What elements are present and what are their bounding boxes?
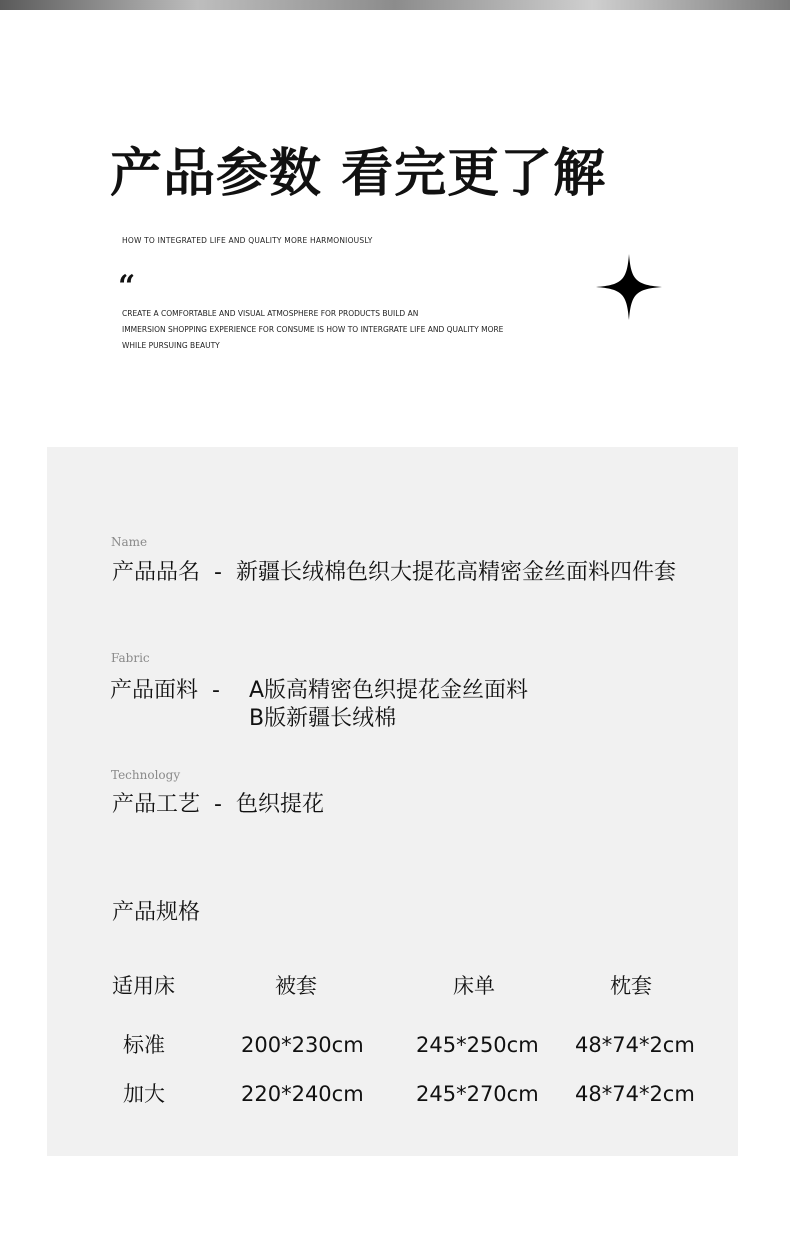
field-fabric-row xyxy=(110,677,234,705)
field-technology-en: Technology xyxy=(111,768,181,782)
tagline: HOW TO INTEGRATED LIFE AND QUALITY MORE HARMONIOUSLY xyxy=(122,236,373,245)
spec-row-large-size: 加大 xyxy=(123,1082,165,1106)
spec-row-standard-duvet: 200*230cm xyxy=(241,1033,364,1057)
spec-title: 产品规格 xyxy=(112,900,201,925)
four-point-star-icon xyxy=(596,254,662,320)
spec-header-bed: 适用床 xyxy=(112,974,175,998)
field-technology-label: 产品工艺 xyxy=(112,792,201,817)
spec-header-sheet: 床单 xyxy=(453,974,495,998)
field-fabric-value-b: B版新疆长绒棉 xyxy=(249,706,397,731)
spec-header-duvet: 被套 xyxy=(275,974,317,998)
quote-mark-icon: “ xyxy=(118,269,136,304)
field-name-label: 产品品名 xyxy=(112,560,201,585)
spec-row-standard-pillowcase: 48*74*2cm xyxy=(575,1033,695,1057)
field-fabric-separator: - xyxy=(212,678,220,703)
page-title: 产品参数 看完更了解 xyxy=(110,144,607,204)
quote-line: CREATE A COMFORTABLE AND VISUAL ATMOSPHERE FOR PRODUCTS BUILD AN xyxy=(122,309,419,318)
spec-header-pillowcase: 枕套 xyxy=(610,974,652,998)
field-technology-value: 色织提花 xyxy=(235,792,324,817)
spec-row-standard-size: 标准 xyxy=(123,1033,165,1057)
field-fabric-label: 产品面料 xyxy=(110,678,199,703)
field-name-row xyxy=(112,559,676,587)
field-technology-separator: - xyxy=(214,792,222,817)
spec-row-large-duvet: 220*240cm xyxy=(241,1082,364,1106)
spec-row-large-pillowcase: 48*74*2cm xyxy=(575,1082,695,1106)
field-technology-row xyxy=(112,791,324,819)
field-fabric-value-a: A版高精密色织提花金丝面料 xyxy=(249,678,529,703)
quote-line: WHILE PURSUING BEAUTY xyxy=(122,341,220,350)
field-name-value: 新疆长绒棉色织大提花高精密金丝面料四件套 xyxy=(235,560,676,585)
quote-line: IMMERSION SHOPPING EXPERIENCE FOR CONSUME IS HOW TO INTERGRATE LIFE AND QUALITY MORE xyxy=(122,325,504,334)
quote-body xyxy=(122,306,503,354)
field-name-separator: - xyxy=(214,560,222,585)
top-texture-strip xyxy=(0,0,790,10)
spec-row-large-sheet: 245*270cm xyxy=(416,1082,539,1106)
spec-row-standard-sheet: 245*250cm xyxy=(416,1033,539,1057)
field-fabric-en: Fabric xyxy=(111,651,150,665)
field-name-en: Name xyxy=(111,535,148,549)
